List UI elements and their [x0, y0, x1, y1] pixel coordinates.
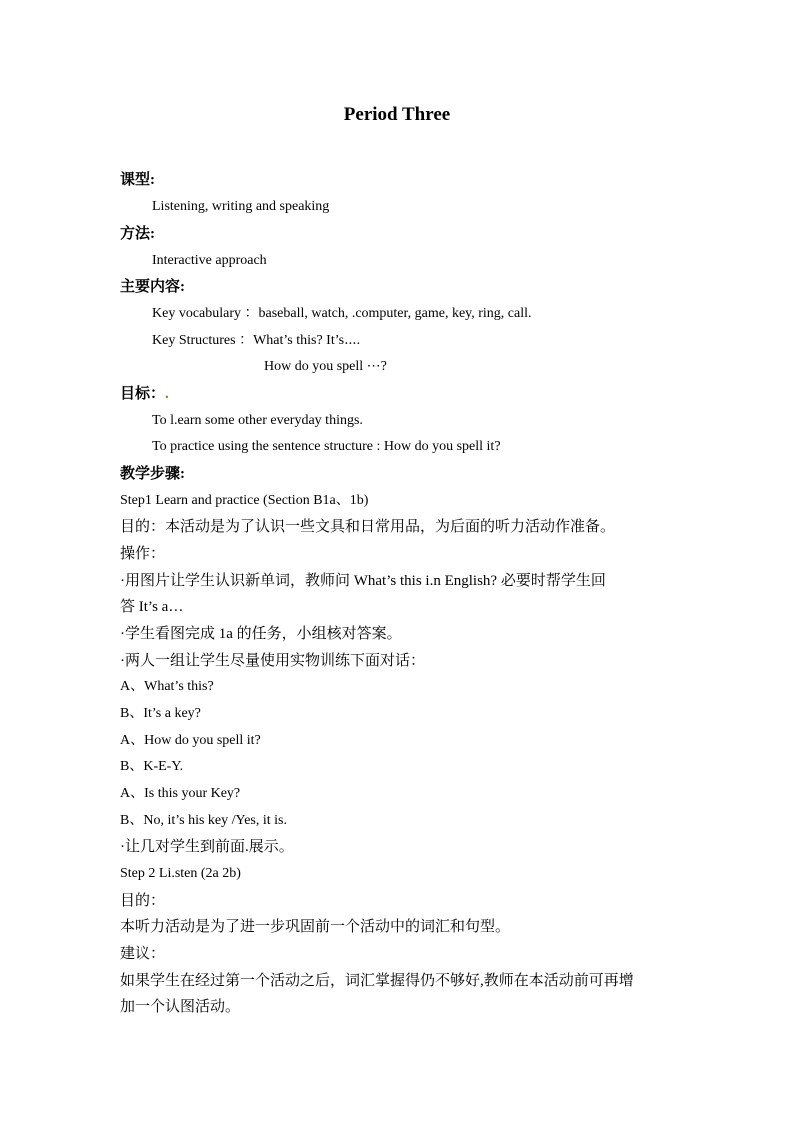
dialogue-line: A、What’s this?: [120, 679, 214, 694]
dialogue-line: B、K-E-Y.: [120, 759, 184, 774]
goal-2: To practice using the sentence structure : How do you spell it?: [152, 439, 501, 454]
course-type-heading: 课型:: [120, 172, 155, 188]
bullet-4: ·让几对学生到前面.展示。: [120, 839, 294, 855]
goals-heading: [120, 384, 169, 404]
dialogue-line: A、How do you spell it?: [120, 733, 261, 748]
bullet-3: ·两人一组让学生尽量使用实物训练下面对话：: [120, 653, 425, 669]
course-type-content: Listening, writing and speaking: [152, 199, 330, 214]
key-structures-1: Key Structures ：What’s this? It’s⋯.: [152, 333, 361, 348]
main-content-heading: 主要内容:: [120, 279, 185, 295]
bullet-2: ·学生看图完成 1a 的任务，小组核对答案。: [120, 626, 402, 642]
page-title: Period Three: [343, 104, 451, 125]
method-content: Interactive approach: [152, 253, 267, 268]
suggestion-line-1: 如果学生在经过第一个活动之后，词汇掌握得仍不够好,教师在本活动前可再增: [120, 973, 634, 989]
key-vocabulary: Key vocabulary ：baseball, watch, .computer, game, key, ring, call.: [152, 306, 532, 321]
key-structures-2: How do you spell ⋯?: [264, 359, 387, 374]
step2-title: Step 2 Li.sten (2a 2b): [120, 866, 241, 881]
step2-goal-label: 目的：: [120, 893, 166, 909]
bullet-1-line-1: ·用图片让学生认识新单词，教师问 What’s this i.n English? 必要时帮学生回: [120, 573, 606, 589]
operation-label: 操作：: [120, 546, 166, 562]
stray-dot: .: [165, 386, 169, 402]
steps-heading: 教学步骤:: [120, 466, 185, 482]
goal-1: To l.earn some other everyday things.: [152, 413, 363, 428]
dialogue-line: B、No, it’s his key /Yes, it is.: [120, 813, 287, 828]
dialogue-line: B、It’s a key?: [120, 706, 201, 721]
dialogue-line: A、Is this your Key?: [120, 786, 241, 801]
step1-title: Step1 Learn and practice (Section B1a、1b): [120, 493, 369, 508]
step1-goal: 目的：本活动是为了认识一些文具和日常用品，为后面的听力活动作准备。: [120, 519, 616, 535]
suggestion-line-2: 加一个认图活动。: [120, 999, 241, 1015]
suggestion-label: 建议：: [120, 946, 166, 962]
method-heading: 方法:: [120, 226, 155, 242]
bullet-1-line-2: 答 It’s a…: [120, 599, 184, 615]
goals-heading-text: 目标：: [120, 386, 166, 402]
step2-goal: 本听力活动是为了进一步巩固前一个活动中的词汇和句型。: [120, 919, 511, 935]
